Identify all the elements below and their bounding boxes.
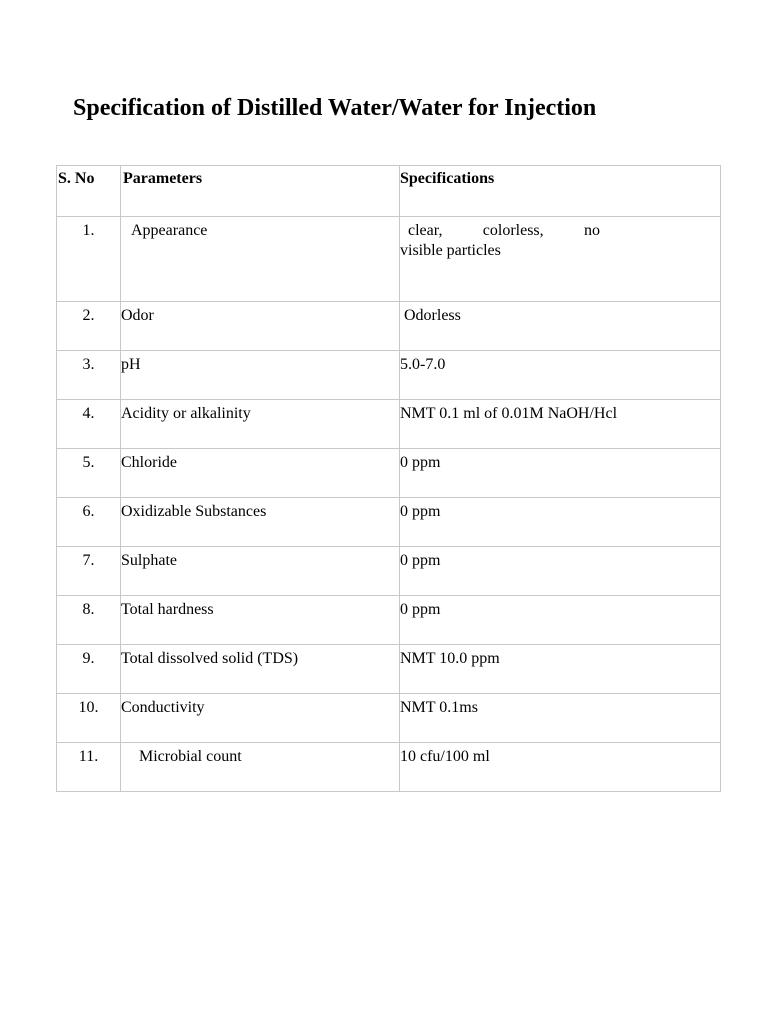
row-parameter: Microbial count — [121, 743, 400, 792]
header-specifications: Specifications — [400, 166, 721, 217]
row-sno: 11. — [57, 743, 121, 792]
row-specification: 0 ppm — [400, 596, 721, 645]
table-row — [57, 351, 721, 400]
row-sno: 1. — [57, 217, 121, 302]
document-title: Specification of Distilled Water/Water for Injection — [73, 95, 597, 121]
row-sno: 7. — [57, 547, 121, 596]
row-parameter: Sulphate — [121, 547, 400, 596]
header-sno: S. No — [57, 166, 121, 217]
row-parameter: Oxidizable Substances — [121, 498, 400, 547]
table-header-row — [57, 166, 721, 217]
table-row — [57, 645, 721, 694]
row-specification: NMT 0.1 ml of 0.01M NaOH/Hcl — [400, 400, 721, 449]
header-parameters: Parameters — [121, 166, 400, 217]
table-row — [57, 217, 721, 302]
table-row — [57, 694, 721, 743]
row-parameter: Chloride — [121, 449, 400, 498]
table-row — [57, 449, 721, 498]
row-sno: 6. — [57, 498, 121, 547]
row-parameter: Appearance — [121, 217, 400, 302]
row-sno: 4. — [57, 400, 121, 449]
row-specification: NMT 10.0 ppm — [400, 645, 721, 694]
row-parameter: Conductivity — [121, 694, 400, 743]
spec-line-2: visible particles — [400, 242, 501, 259]
table-row — [57, 498, 721, 547]
table-row — [57, 743, 721, 792]
row-parameter: Total hardness — [121, 596, 400, 645]
table-row — [57, 596, 721, 645]
spec-line-1: clear, colorless, no — [408, 222, 600, 239]
table-row — [57, 547, 721, 596]
row-sno: 8. — [57, 596, 121, 645]
row-sno: 9. — [57, 645, 121, 694]
table-row — [57, 400, 721, 449]
row-specification: 10 cfu/100 ml — [400, 743, 721, 792]
row-specification: 5.0-7.0 — [400, 351, 721, 400]
row-parameter: pH — [121, 351, 400, 400]
row-sno: 10. — [57, 694, 121, 743]
row-specification: 0 ppm — [400, 449, 721, 498]
row-parameter: Acidity or alkalinity — [121, 400, 400, 449]
row-sno: 3. — [57, 351, 121, 400]
row-specification: 0 ppm — [400, 547, 721, 596]
specification-table — [56, 165, 721, 792]
row-sno: 2. — [57, 302, 121, 351]
row-parameter: Odor — [121, 302, 400, 351]
row-specification: 0 ppm — [400, 498, 721, 547]
row-parameter: Total dissolved solid (TDS) — [121, 645, 400, 694]
row-specification: Odorless — [400, 302, 721, 351]
row-sno: 5. — [57, 449, 121, 498]
row-specification — [400, 217, 721, 302]
row-specification: NMT 0.1ms — [400, 694, 721, 743]
table-row — [57, 302, 721, 351]
